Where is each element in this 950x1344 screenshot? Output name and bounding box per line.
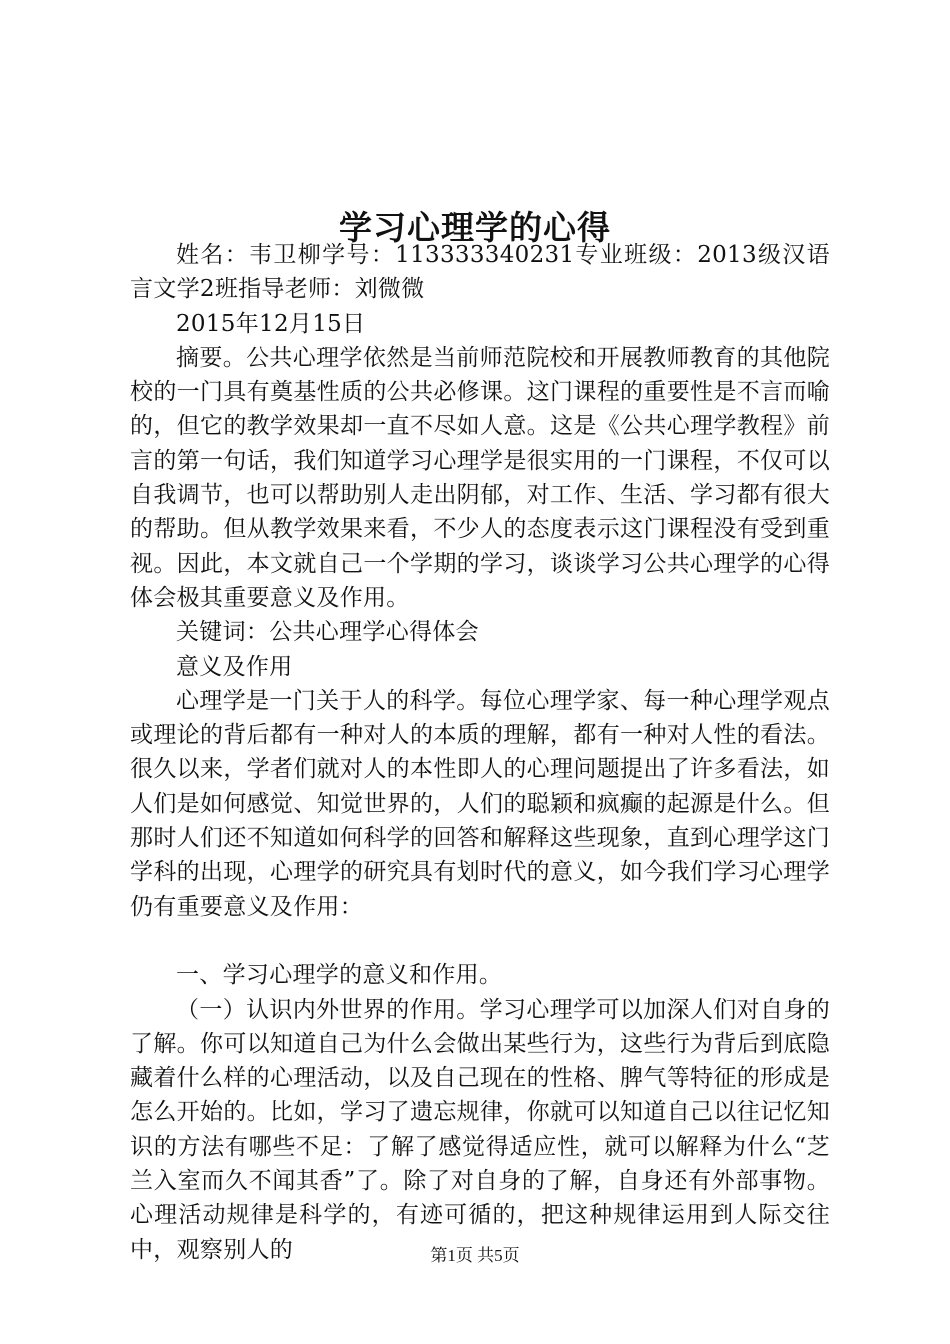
date-paragraph: 2015年12月15日 [176, 310, 366, 337]
paragraph-spacer [130, 924, 830, 958]
subsection-paragraph-1: （一）认识内外世界的作用。学习心理学可以加深人们对自身的了解。你可以知道自己为什么会做出某些行为，这些行为背后到底隐藏着什么样的心理活动，以及自己现在的性格、脾气等特征的形成是怎么开始的。比如，学习了遗忘规律，你就可以知道自己以往记忆知识的方法有哪些不足：了解了感觉得适应性，就可以解释为什么“芝兰入室而久不闻其香”了。除了对自身的了解，自身还有外部事物。心理活动规律是科学的，有迹可循的，把这种规律运用到人际交往中，观察别人的 [130, 996, 830, 1263]
intro-paragraph: 心理学是一门关于人的科学。每位心理学家、每一种心理学观点或理论的背后都有一种对人的本质的理解，都有一种对人性的看法。很久以来，学者们就对人的本性即人的心理问题提出了许多看法，如人们是如何感觉、知觉世界的，人们的聪颖和疯癫的起源是什么。但那时人们还不知道如何科学的回答和解释这些现象，直到心理学这门学科的出现，心理学的研究具有划时代的意义，如今我们学习心理学仍有重要意义及作用： [130, 687, 830, 920]
keywords-continuation: 意义及作用 [176, 653, 293, 680]
document-title: 学习心理学的心得 [339, 208, 611, 248]
keywords-paragraph: 关键词：公共心理学心得体会 [176, 619, 479, 646]
section-heading-1: 一、学习心理学的意义和作用。 [176, 962, 503, 989]
page-footer: 第1页 共5页 [430, 1246, 520, 1265]
document-body [130, 238, 830, 1267]
author-info-paragraph: 姓名：韦卫柳学号：113333340231专业班级：2013级汉语言文学2班指导老师：刘微微 [130, 242, 830, 303]
abstract-paragraph: 摘要。公共心理学依然是当前师范院校和开展教师教育的其他院校的一门具有奠基性质的公共必修课。这门课程的重要性是不言而喻的，但它的教学效果却一直不尽如人意。这是《公共心理学教程》前言的第一句话，我们知道学习心理学是很实用的一门课程，不仅可以自我调节，也可以帮助别人走出阴郁，对工作、生活、学习都有很大的帮助。但从教学效果来看，不少人的态度表示这门课程没有受到重视。因此，本文就自己一个学期的学习，谈谈学习公共心理学的心得体会极其重要意义及作用。 [130, 344, 830, 611]
